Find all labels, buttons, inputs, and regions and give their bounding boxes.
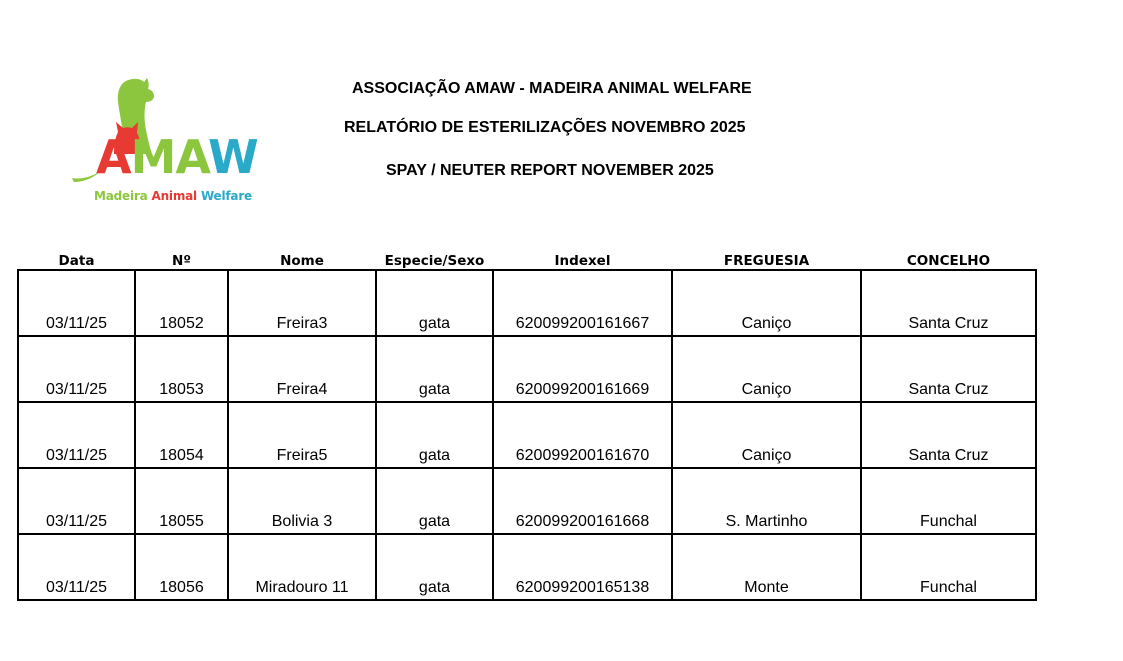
cell-especie-sexo: gata xyxy=(376,336,493,402)
logo-wordmark xyxy=(96,130,258,184)
table-row xyxy=(18,270,1036,336)
cell-indexel: 620099200161667 xyxy=(493,270,672,336)
column-header-nome: Nome xyxy=(280,253,324,269)
cell-concelho: Santa Cruz xyxy=(861,336,1036,402)
cell-concelho: Funchal xyxy=(861,534,1036,600)
cell-indexel: 620099200161668 xyxy=(493,468,672,534)
cell-number: 18055 xyxy=(135,468,228,534)
cell-nome: Freira3 xyxy=(228,270,376,336)
cell-freguesia: Caniço xyxy=(672,270,861,336)
cell-nome: Bolivia 3 xyxy=(228,468,376,534)
cell-indexel: 620099200165138 xyxy=(493,534,672,600)
table-row xyxy=(18,534,1036,600)
cell-freguesia: Caniço xyxy=(672,402,861,468)
cell-nome: Freira5 xyxy=(228,402,376,468)
cell-freguesia: Monte xyxy=(672,534,861,600)
logo-letter-w: W xyxy=(207,130,258,184)
logo-letter-m: M xyxy=(130,130,176,184)
cell-data: 03/11/25 xyxy=(18,468,135,534)
cell-indexel: 620099200161670 xyxy=(493,402,672,468)
cell-indexel: 620099200161669 xyxy=(493,336,672,402)
cell-especie-sexo: gata xyxy=(376,402,493,468)
table-header-row xyxy=(18,248,1036,270)
cell-especie-sexo: gata xyxy=(376,270,493,336)
organization-title: ASSOCIAÇÃO AMAW - MADEIRA ANIMAL WELFARE xyxy=(352,80,752,97)
cell-nome: Freira4 xyxy=(228,336,376,402)
report-title-en: SPAY / NEUTER REPORT NOVEMBER 2025 xyxy=(386,162,714,179)
cell-number: 18052 xyxy=(135,270,228,336)
column-header-especie-sexo: Especie/Sexo xyxy=(384,253,485,269)
cell-data: 03/11/25 xyxy=(18,270,135,336)
column-header-indexel: Indexel xyxy=(554,253,611,269)
column-header-concelho: CONCELHO xyxy=(906,253,991,269)
table-row xyxy=(18,336,1036,402)
logo-letter-a1: A xyxy=(96,130,131,184)
amaw-logo xyxy=(68,76,258,210)
logo-tagline-animal: Animal xyxy=(151,189,197,203)
cell-especie-sexo: gata xyxy=(376,534,493,600)
cell-number: 18053 xyxy=(135,336,228,402)
cell-concelho: Santa Cruz xyxy=(861,402,1036,468)
cell-freguesia: Caniço xyxy=(672,336,861,402)
cell-concelho: Funchal xyxy=(861,468,1036,534)
sterilization-report-table xyxy=(17,248,1037,601)
cell-nome: Miradouro 11 xyxy=(228,534,376,600)
column-header-number: Nº xyxy=(172,253,191,269)
cell-data: 03/11/25 xyxy=(18,534,135,600)
column-header-freguesia: FREGUESIA xyxy=(723,253,810,269)
table-row xyxy=(18,468,1036,534)
report-title-pt: RELATÓRIO DE ESTERILIZAÇÕES NOVEMBRO 2025 xyxy=(344,119,746,136)
cell-number: 18054 xyxy=(135,402,228,468)
logo-letter-a2: A xyxy=(175,130,208,184)
cell-freguesia: S. Martinho xyxy=(672,468,861,534)
logo-tagline-welfare: Welfare xyxy=(200,189,252,203)
logo-tagline-madeira: Madeira xyxy=(94,189,148,203)
column-header-data: Data xyxy=(58,253,95,269)
cell-number: 18056 xyxy=(135,534,228,600)
cell-data: 03/11/25 xyxy=(18,402,135,468)
cell-concelho: Santa Cruz xyxy=(861,270,1036,336)
cell-especie-sexo: gata xyxy=(376,468,493,534)
logo-tagline xyxy=(94,190,252,202)
cell-data: 03/11/25 xyxy=(18,336,135,402)
table-row xyxy=(18,402,1036,468)
